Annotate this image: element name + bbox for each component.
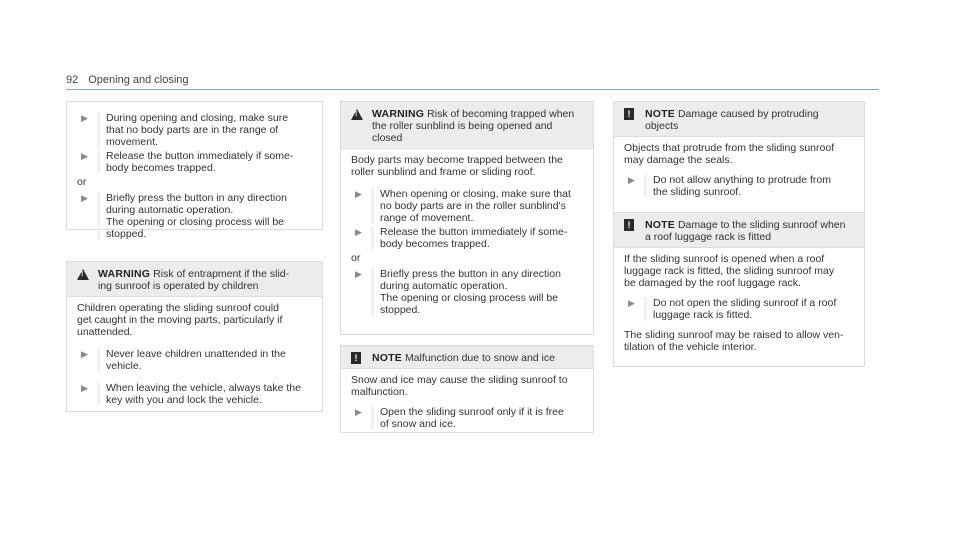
step-arrow-icon: ▶	[81, 383, 88, 393]
step-arrow-icon: ▶	[355, 189, 362, 199]
step-item: ▶ When leaving the vehicle, always take the key with you and lock the vehicle.	[77, 382, 314, 406]
note-text: Snow and ice may cause the sliding sunroof to malfunction.	[351, 374, 568, 398]
step-arrow-icon: ▶	[355, 227, 362, 237]
step-item: ▶ Release the button immediately if some- body becomes trapped.	[77, 150, 314, 174]
note-keyword: NOTE	[645, 219, 675, 231]
instructions-box	[66, 101, 323, 240]
step-item: ▶ When opening or closing, make sure that no body parts are in the roller sunblind's range of movement.	[351, 188, 585, 224]
step-item: ▶ Briefly press the button in any direction during automatic operation. The opening or closing process will be stopped.	[77, 192, 314, 240]
warning-box-children	[66, 261, 323, 412]
step-item: ▶ Briefly press the button in any direction during automatic operation. The opening or closing process will be stopped.	[351, 268, 585, 316]
warning-triangle-icon	[77, 269, 89, 280]
warning-header: ! WARNING Risk of becoming trapped when the roller sunblind is being opened and closed	[341, 102, 593, 149]
step-item: ▶ Open the sliding sunroof only if it is free of snow and ice.	[351, 406, 585, 430]
note-icon: !	[624, 108, 634, 120]
or-text: or	[77, 176, 87, 188]
note-header: ! NOTE Malfunction due to snow and ice	[341, 346, 593, 369]
warning-text: Children operating the sliding sunroof could get caught in the moving parts, particularly if unattended.	[77, 302, 283, 338]
warning-header: ! WARNING Risk of entrapment if the slid- ing sunroof is operated by children	[67, 262, 322, 297]
note-icon: !	[624, 219, 634, 231]
step-arrow-icon: ▶	[81, 151, 88, 161]
step-arrow-icon: ▶	[355, 269, 362, 279]
header-rule	[66, 89, 879, 90]
note-text: Objects that protrude from the sliding sunroof may damage the seals.	[624, 142, 835, 166]
note-tail-text: The sliding sunroof may be raised to allow ven- tilation of the vehicle interior.	[624, 329, 844, 353]
step-item: ▶ Do not open the sliding sunroof if a roof luggage rack is fitted.	[624, 297, 856, 321]
warning-keyword: WARNING	[372, 108, 425, 120]
step-item: ▶ Release the button immediately if some- body becomes trapped.	[351, 226, 585, 250]
note-text: If the sliding sunroof is opened when a roof luggage rack is fitted, the sliding sunroof may be damaged by the roof luggage rack.	[624, 253, 835, 289]
section-title: Opening and closing	[88, 74, 189, 86]
note-header: ! NOTE Damage to the sliding sunroof when a roof luggage rack is fitted	[614, 213, 864, 248]
step-arrow-icon: ▶	[81, 113, 88, 123]
warning-text: Body parts may become trapped between the roller sunblind and frame or sliding roof.	[351, 154, 563, 178]
or-text: or	[351, 252, 361, 264]
warning-triangle-icon	[351, 109, 363, 120]
note-icon: !	[351, 352, 361, 364]
step-item: ▶ Do not allow anything to protrude from the sliding sunroof.	[624, 174, 856, 198]
page-number: 92	[66, 74, 79, 86]
steps-group-1	[77, 112, 314, 174]
step-arrow-icon: ▶	[628, 298, 635, 308]
warning-keyword: WARNING	[98, 268, 151, 280]
note-keyword: NOTE	[645, 108, 675, 120]
note-header: ! NOTE Damage caused by protruding objects	[614, 102, 864, 137]
step-item: ▶ Never leave children unattended in the vehicle.	[77, 348, 314, 372]
note-box-luggage-rack	[613, 212, 865, 367]
note-keyword: NOTE	[372, 352, 402, 364]
note-box-protruding	[613, 101, 865, 213]
note-box-snow-ice	[340, 345, 594, 433]
step-item: ▶ During opening and closing, make sure that no body parts are in the range of movement.	[77, 112, 314, 148]
page-header	[66, 74, 189, 86]
step-arrow-icon: ▶	[355, 407, 362, 417]
step-arrow-icon: ▶	[81, 349, 88, 359]
step-arrow-icon: ▶	[81, 193, 88, 203]
step-arrow-icon: ▶	[628, 175, 635, 185]
warning-box-sunblind	[340, 101, 594, 335]
